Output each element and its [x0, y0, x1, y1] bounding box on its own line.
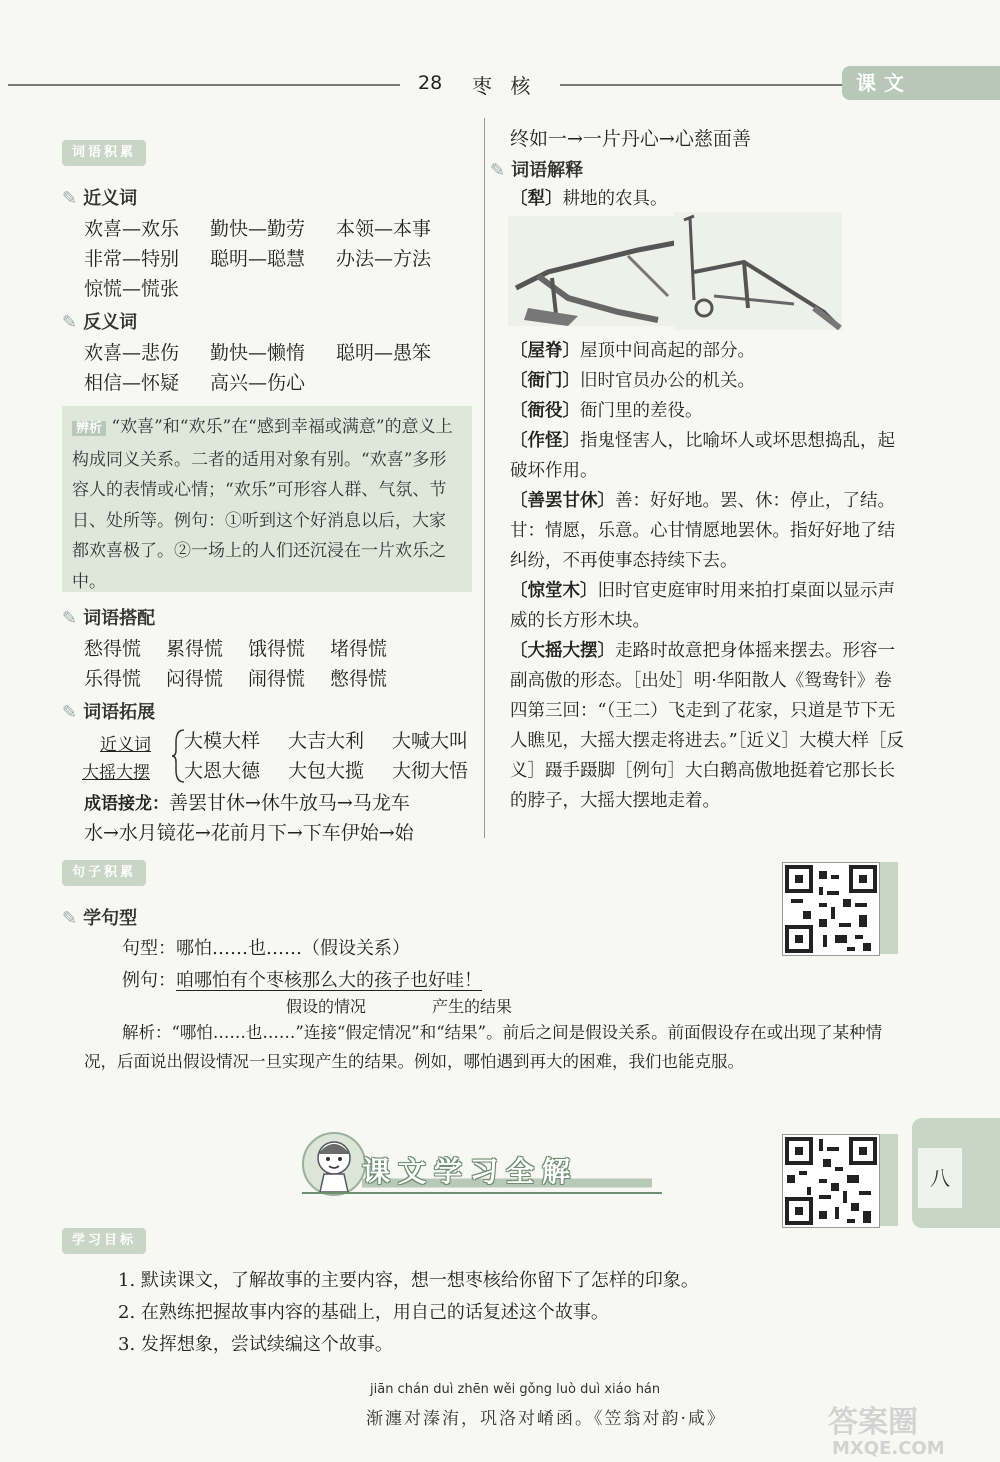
entry-yamen — [510, 366, 908, 396]
collocation-word: 饿得慌 — [248, 638, 306, 660]
column-divider — [484, 118, 485, 838]
collocation-word: 闷得慌 — [166, 668, 224, 690]
synonym-pair: 聪明—聪慧 — [210, 248, 306, 270]
entry-def: 衙门里的差役。 — [580, 401, 703, 421]
antonym-pair: 聪明—愚笨 — [336, 342, 432, 364]
section-tag-sentence: 句子积累 — [62, 860, 146, 886]
sentence-analysis — [84, 1018, 904, 1076]
entry-yayi — [510, 396, 908, 426]
header-rule-left — [8, 84, 400, 86]
entry-def: 指鬼怪害人，比喻坏人或坏思想捣乱，起破坏作用。 — [510, 431, 895, 481]
synonym-row-2 — [84, 244, 431, 271]
entry-term: 〔衙役〕 — [510, 401, 580, 421]
entry-def: 屋顶中间高起的部分。 — [580, 341, 755, 361]
collocation-row-1 — [84, 634, 387, 661]
collocation-word: 憋得慌 — [330, 668, 388, 690]
unit-number: 八 — [918, 1148, 962, 1208]
expansion-row-1 — [184, 726, 468, 753]
antonyms-title: 反义词 — [83, 312, 138, 333]
idiom-chain-label: 成语接龙： — [84, 794, 169, 814]
idiom-chain-continued: 终如一→一片丹心→心慈面善 — [510, 128, 751, 150]
entry-jingtangmu — [510, 576, 908, 636]
idiom-chain-text: 善罢甘休→休牛放马→马龙车 — [169, 792, 410, 814]
synonym-pair: 勤快—勤劳 — [210, 218, 306, 240]
expansion-heading — [62, 698, 155, 724]
mascot-icon — [302, 1128, 366, 1200]
idiom-chain-line-1 — [84, 788, 410, 815]
entry-wuji — [510, 336, 908, 366]
explain-title: 词语解释 — [511, 160, 584, 181]
entry-li — [510, 184, 910, 214]
qr-side-strip — [880, 862, 898, 954]
plough-illustration-left — [508, 216, 686, 326]
expansion-word: 大模大样 — [184, 730, 261, 752]
pattern-label: 句型： — [122, 938, 176, 959]
sentence-pattern — [122, 934, 410, 960]
pen-icon: ✎ — [62, 312, 78, 333]
sentence-heading — [62, 904, 137, 930]
example-label: 例句： — [122, 970, 176, 991]
note-text: “欢喜”和“欢乐”在“感到幸福或满意”的意义上构成同义关系。二者的适用对象有别。“欢喜”多形容人的表情或心情；“欢乐”可形容人群、气氛、节日、处所等。例句：①听到这个好消息以后，大家都欢喜极了。②一场上的人们还沉浸在一片欢乐之中。 — [72, 417, 453, 592]
task-item: 3. 发挥想象，尝试续编这个故事。 — [118, 1334, 393, 1355]
entry-def: 善：好好地。罢、休：停止，了结。甘：情愿，乐意。心甘情愿地罢休。指好好地了结纠纷，不再使事态持续下去。 — [510, 491, 895, 571]
note-tag: 辨析 — [72, 421, 106, 436]
collocation-word: 乐得慌 — [84, 668, 142, 690]
footer-pinyin: jiān chán duì zhēn wěi gǒng luò duì xiáo hán — [370, 1382, 661, 1397]
pen-icon: ✎ — [62, 908, 78, 929]
section-tag-tasks: 学习目标 — [62, 1228, 146, 1254]
task-item: 2. 在熟练把握故事内容的基础上，用自己的话复述这个故事。 — [118, 1302, 609, 1323]
synonym-pair: 惊慌—慌张 — [84, 278, 180, 300]
pattern-text: 哪怕……也……（假设关系） — [176, 938, 410, 959]
collocation-word: 累得慌 — [166, 638, 224, 660]
antonym-pair: 欢喜—悲伤 — [84, 342, 180, 364]
collocation-title: 词语搭配 — [83, 608, 156, 629]
pen-icon: ✎ — [490, 160, 506, 181]
explain-heading — [490, 156, 583, 182]
qr-pattern-icon — [783, 863, 879, 955]
task-item: 1. 默读课文，了解故事的主要内容，想一想枣核给你留下了怎样的印象。 — [118, 1270, 699, 1291]
svg-text:MXQE.COM: MXQE.COM — [832, 1438, 945, 1458]
page-title: 枣 核 — [472, 74, 537, 98]
pen-icon: ✎ — [62, 702, 78, 723]
synonyms-heading — [62, 184, 137, 210]
section-tag-vocab: 词语积累 — [62, 140, 146, 166]
collocation-word: 堵得慌 — [330, 638, 388, 660]
expansion-word: 大彻大悟 — [392, 760, 469, 782]
qr-code-bottom[interactable] — [782, 1134, 880, 1228]
entry-def: 旧时官员办公的机关。 — [580, 371, 755, 391]
header-rule-right — [560, 84, 842, 86]
idiom-chain-text: 水→水月镜花→花前月下→下车伊始→始 — [84, 822, 414, 844]
antonym-pair: 勤快—懒惰 — [210, 342, 306, 364]
expansion-title: 词语拓展 — [83, 702, 156, 723]
synonym-pair: 欢喜—欢乐 — [84, 218, 180, 240]
watermark-logo-icon — [822, 1398, 992, 1458]
sentence-title: 学句型 — [83, 908, 138, 929]
entry-term: 〔惊堂木〕 — [510, 581, 598, 601]
synonym-row-3 — [84, 274, 179, 301]
entry-term: 〔衙门〕 — [510, 371, 580, 391]
entry-def: 走路时故意把身体摇来摆去。形容一副高傲的形态。［出处］明·华阳散人《鸳鸯针》卷四第三回：“（王二）飞走到了花家，只道是节下无人瞧见，大摇大摆走将进去。”［近义］大模大样［反义］蹑手蹑脚［例句］大白鹅高傲地挺着它那长长的脖子，大摇大摆地走着。 — [510, 641, 904, 811]
footer-couplet: 渐瀍对溱洧，巩洛对崤函。《笠翁对韵·咸》 — [366, 1409, 726, 1429]
example-note-result: 产生的结果 — [432, 997, 513, 1016]
synonym-pair: 非常—特别 — [84, 248, 180, 270]
collocation-word: 愁得慌 — [84, 638, 142, 660]
analysis-text: “哪怕……也……”连接“假定情况”和“结果”。前后之间是假设关系。前面假设存在或出现了某种情况，后面说出假设情况一旦实现产生的结果。例如，哪怕遇到再大的困难，我们也能克服。 — [84, 1023, 883, 1071]
entry-def: 耕地的农具。 — [562, 189, 668, 209]
antonym-row-2 — [84, 368, 305, 395]
antonym-row-1 — [84, 338, 431, 365]
sentence-example — [122, 966, 482, 992]
entry-term: 〔善罢甘休〕 — [510, 491, 615, 511]
collocation-word: 闹得慌 — [248, 668, 306, 690]
synonym-row-1 — [84, 214, 431, 241]
antonyms-heading — [62, 308, 137, 334]
qr-side-strip — [880, 1134, 898, 1226]
expansion-label-top: 近义词 — [100, 735, 151, 755]
collocation-heading — [62, 604, 155, 630]
antonym-pair: 高兴—伤心 — [210, 372, 306, 394]
collocation-row-2 — [84, 664, 387, 691]
entry-list — [510, 336, 908, 816]
entry-dayaodabai — [510, 636, 908, 816]
banner-rule — [302, 1192, 662, 1194]
entry-term: 〔犁〕 — [510, 189, 563, 209]
synonym-pair: 办法—方法 — [336, 248, 432, 270]
qr-code-top[interactable] — [782, 862, 880, 956]
header-page-number: 28 — [418, 72, 443, 94]
qr-pattern-icon — [783, 1135, 879, 1227]
section-banner: 课文学习全解 — [362, 1150, 652, 1196]
expansion-word: 大包大揽 — [288, 760, 365, 782]
pen-icon: ✎ — [62, 188, 78, 209]
usage-note — [62, 406, 472, 592]
unit-badge: 课文 — [842, 66, 1000, 100]
synonyms-title: 近义词 — [83, 188, 138, 209]
idiom-chain-line-2 — [84, 818, 414, 845]
expansion-word: 大恩大德 — [184, 760, 261, 782]
entry-def: 旧时官吏庭审时用来拍打桌面以显示声威的长方形木块。 — [510, 581, 895, 631]
pen-icon: ✎ — [62, 608, 78, 629]
analysis-label: 解析： — [122, 1023, 172, 1042]
expansion-word: 大吉大利 — [288, 730, 365, 752]
example-text: 咱哪怕有个枣核那么大的孩子也好哇！ — [176, 970, 482, 991]
svg-text:答案圈: 答案圈 — [828, 1405, 918, 1440]
entry-term: 〔作怪〕 — [510, 431, 580, 451]
entry-zuoguai — [510, 426, 908, 486]
antonym-pair: 相信—怀疑 — [84, 372, 180, 394]
expansion-label-bottom: 大摇大摆 — [82, 763, 150, 783]
synonym-pair: 本领—本事 — [336, 218, 432, 240]
entry-term: 〔屋脊〕 — [510, 341, 580, 361]
expansion-word: 大喊大叫 — [392, 730, 469, 752]
entry-term: 〔大摇大摆〕 — [510, 641, 615, 661]
expansion-row-2 — [184, 756, 468, 783]
entry-shanbaganxiu — [510, 486, 908, 576]
example-note-condition: 假设的情况 — [286, 997, 367, 1016]
plough-illustration-right — [674, 212, 842, 330]
